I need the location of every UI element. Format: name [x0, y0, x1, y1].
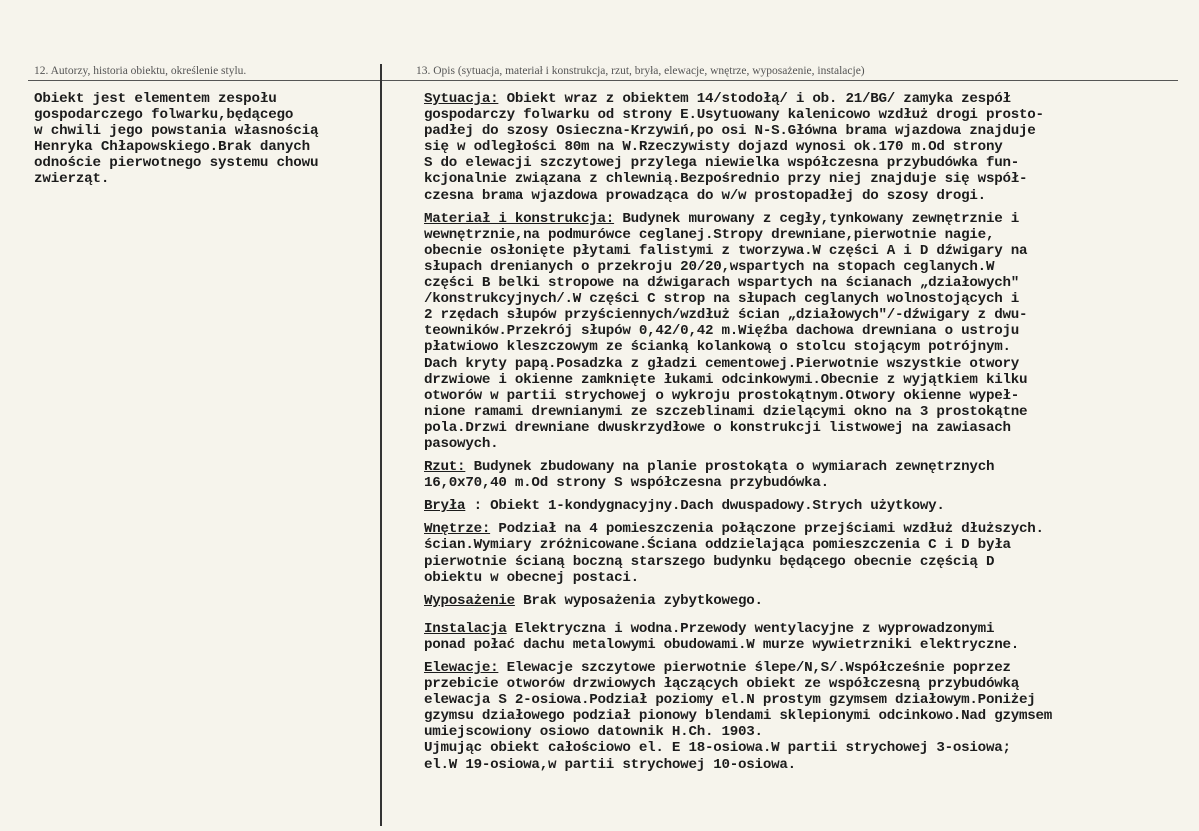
- header-divider: [28, 80, 1178, 81]
- section-text: Elektryczna i wodna.Przewody wentylacyjne z wyprowadzonymi ponad połać dachu metalowymi obudowami.W murze wywietrzniki elektryczne.: [424, 620, 1019, 653]
- section-label: Materiał i konstrukcja:: [424, 210, 615, 227]
- section-text: Brak wyposażenia zybytkowego.: [514, 592, 763, 609]
- section-interior: [424, 521, 1176, 585]
- field-13-header: 13. Opis (sytuacja, materiał i konstrukcja, rzut, bryła, elewacje, wnętrze, wyposażenie, instalacje): [416, 65, 865, 77]
- section-label: Bryła: [424, 498, 466, 515]
- description-column: [424, 91, 1176, 780]
- section-label: Rzut:: [424, 459, 466, 476]
- section-text: Elewacje szczytowe pierwotnie ślepe/N,S/.Współcześnie poprzez przebicie otworów drzwiowych łączących obiekt ze współczesną przybudówką elewacja S 2-osiowa.Podział poziomy el.N prostym gzymsem działowym.Poniżej gzymsu działowego podział pionowy blendami sklepionymi odcinkowo.Nad gzymsem umiejscowiony osiowo datownik H.Ch. 1903. Ujmując obiekt całościowo el. E 18-osiowa.W partii strychowej 3-osiowa; el.W 19-osiowa,w partii strychowej 10-osiowa.: [424, 660, 1053, 773]
- section-label: Instalacja: [424, 620, 507, 637]
- section-massing: [424, 498, 1176, 514]
- section-furnishings: [424, 593, 1176, 609]
- section-label: Elewacje:: [424, 660, 499, 676]
- section-text: Budynek zbudowany na planie prostokąta o wymiarach zewnętrznych 16,0x70,40 m.Od strony S współczesna przybudówka.: [424, 459, 995, 492]
- section-text: : Obiekt 1-kondygnacyjny.Dach dwuspadowy.Strych użytkowy.: [465, 498, 945, 515]
- section-material-construction: [424, 211, 1176, 452]
- section-text: Budynek murowany z cegły,tynkowany zewnętrznie i wewnętrznie,na podmurówce ceglanej.Stropy drewniane,pierwotnie nagie, obecnie osłonięte płytami falistymi z tworzywa.W części A i D dźwigary na słupach drenianych o przekroju 20/20,wspartych na stopach ceglanych.W części B belki stropowe na dźwigarach wspartych na ścianach „działowych" /konstrukcyjnych/.W części C strop na słupach ceglanych wolnostojących i 2 rzędach słupów przyściennych/wzdłuż ścian „działowych"/-dźwigary z dwu- teowników.Przekrój słupów 0,42/0,42 m.Więźba dachowa drewniana o ustroju płatwiowo kleszczowym ze ścianką kolankową o stolcu stojącym potrójnym. Dach kryty papą.Posadzka z gładzi cementowej.Pierwotnie wszystkie otwory drzwiowe i okienne zamknięte łukami odcinkowymi.Obecnie z wyjątkiem kilku otworów w partii strychowej o wykroju prostokątnym.Otwory okienne wypeł- nione ramami drewnianymi ze szczeblinami dzielącymi okno na 3 prostokątne pola.Drzwi drewniane dwuskrzydłowe o konstrukcji listwowej na zawiasach pasowych.: [424, 210, 1028, 452]
- column-divider: [380, 64, 382, 826]
- section-label: Wnętrze:: [424, 521, 491, 538]
- section-elevations: [424, 660, 1176, 773]
- section-situation: [424, 91, 1176, 204]
- section-text: Podział na 4 pomieszczenia połączone przejściami wzdłuż dłuższych. ścian.Wymiary zróżnicowane.Ściana oddzielająca pomieszczenia C i D była pierwotnie ścianą boczną starszego budynku będącego obecnie częścią D obiektu w obecnej postaci.: [424, 521, 1044, 586]
- section-text: Obiekt wraz z obiektem 14/stodołą/ i ob. 21/BG/ zamyka zespół gospodarczy folwarku od strony E.Usytuowany kalenicowo wzdłuż drogi prosto- padłej do szosy Osieczna-Krzywiń,po osi N-S.Główna brama wjazdowa znajduje się w odległości 80m na W.Rzeczywisty dojazd wynosi ok.170 m.Od strony S do elewacji szczytowej przylega niewielka współczesna przybudówka fun- kcjonalnie związana z chlewnią.Bezpośrednio przy niej znajduje się współ- czesna brama wjazdowa prowadząca do w/w prostopadłej do szosy drogi.: [424, 91, 1044, 204]
- field-12-header: 12. Autorzy, historia obiektu, określenie stylu.: [34, 65, 247, 77]
- section-installations: [424, 621, 1176, 653]
- authors-history-text: Obiekt jest elementem zespołu gospodarczego folwarku,będącego w chwili jego powstania własnością Henryka Chłapowskiego.Brak danych odnoście pierwotnego systemu chowu zwierząt.: [34, 91, 319, 188]
- section-plan: [424, 459, 1176, 491]
- section-label: Wyposażenie: [424, 592, 515, 609]
- section-label: Sytuacja:: [424, 91, 499, 107]
